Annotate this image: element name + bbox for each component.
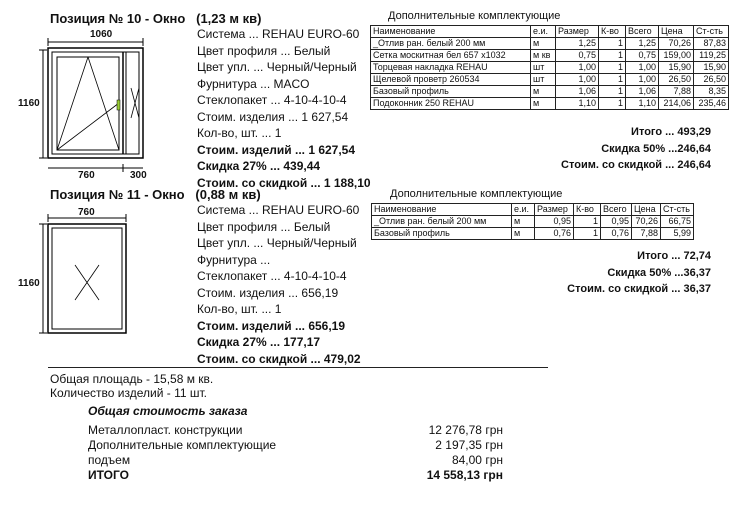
cell: 119,25 (694, 50, 729, 62)
cell: 15,90 (659, 62, 694, 74)
spec-line: Система ... REHAU EURO-60 (197, 203, 360, 217)
table-row (371, 74, 729, 86)
order-title: Общая стоимость заказа (88, 404, 248, 418)
cell: Сетка москитная бел 657 x1032 (371, 50, 531, 62)
col-header: Всего (601, 204, 632, 216)
cell: 1,25 (626, 38, 659, 50)
cell: 5,99 (661, 228, 694, 240)
cell: 1,10 (626, 98, 659, 110)
position-11-title: Позиция № 11 - Окно (0,88 м кв) (50, 187, 261, 202)
window-10-width-label: 1060 (90, 29, 113, 40)
window-11-width-label: 760 (78, 207, 95, 218)
position-10-acc-title: Дополнительные комплектующие (388, 10, 561, 22)
cell: Базовый профиль (371, 86, 531, 98)
order-values (427, 423, 503, 483)
cell: 1 (599, 86, 626, 98)
cell: 0,95 (535, 216, 574, 228)
table-row (372, 216, 694, 228)
spec-line: Кол-во, шт. ... 1 (197, 302, 282, 316)
total-line: Итого ... 72,74 (637, 250, 711, 262)
cell: 66,75 (661, 216, 694, 228)
cell: 1 (599, 50, 626, 62)
table-row (371, 50, 729, 62)
spec-line: Система ... REHAU EURO-60 (197, 27, 360, 41)
total-line: Скидка 50% ...36,37 (607, 266, 711, 279)
spec-line: Фурнитура ... MACO (197, 76, 310, 91)
spec-line: Цвет упл. ... Черный/Черный (197, 236, 357, 250)
cell: 1,00 (626, 62, 659, 74)
cell: 1 (574, 228, 601, 240)
spec-line: Кол-во, шт. ... 1 (197, 126, 282, 140)
col-header: Размер (556, 26, 599, 38)
spec-line-bold: Стоим. со скидкой ... 479,02 (197, 351, 361, 366)
col-header: Цена (659, 26, 694, 38)
cell: 1 (599, 98, 626, 110)
spec-line: Стеклопакет ... 4-10-4-10-4 (197, 269, 347, 283)
summary-divider (48, 367, 548, 368)
cell: 159,00 (659, 50, 694, 62)
col-header: Цена (632, 204, 661, 216)
cell: _Отлив ран. белый 200 мм (371, 38, 531, 50)
spec-line: Цвет профиля ... Белый (197, 43, 331, 58)
order-row-value: 84,00 грн (451, 453, 503, 467)
col-header: Ст-сть (694, 26, 729, 38)
col-header: Всего (626, 26, 659, 38)
cell: 1 (574, 216, 601, 228)
cell: 15,90 (694, 62, 729, 74)
spec-line: Стоим. изделия ... 1 627,54 (197, 109, 349, 124)
spec-line-bold: Скидка 27% ... 177,17 (197, 335, 321, 349)
cell: 1,25 (556, 38, 599, 50)
order-total-value: 14 558,13 грн (426, 468, 503, 482)
total-count: Количество изделий - 11 шт. (50, 386, 207, 400)
order-row-value: 2 197,35 грн (435, 438, 503, 452)
cell: 1 (599, 62, 626, 74)
cell: м (531, 86, 556, 98)
order-row-label: Металлопласт. конструкции (88, 423, 243, 437)
cell: 8,35 (694, 86, 729, 98)
cell: Базовый профиль (372, 228, 512, 240)
total-area: Общая площадь - 15,58 м кв. (50, 372, 214, 386)
table-row (372, 228, 694, 240)
cell: 1,06 (626, 86, 659, 98)
position-10-acc-table (370, 25, 729, 110)
cell: 87,83 (694, 38, 729, 50)
order-labels (88, 423, 276, 483)
total-line: Итого ... 493,29 (631, 126, 711, 138)
total-line: Скидка 50% ...246,64 (601, 142, 711, 155)
col-header: Наименование (371, 26, 531, 38)
cell: 0,76 (535, 228, 574, 240)
cell: 7,88 (659, 86, 694, 98)
window-11-height-label: 1160 (18, 278, 40, 289)
cell: м (531, 38, 556, 50)
cell: 1,00 (556, 62, 599, 74)
position-11-acc-table (371, 203, 694, 240)
cell: 0,75 (626, 50, 659, 62)
position-11-acc-title: Дополнительные комплектующие (390, 188, 563, 200)
col-header: Наименование (372, 204, 512, 216)
cell: 70,26 (632, 216, 661, 228)
col-header: К-во (574, 204, 601, 216)
position-10-specs (197, 26, 371, 191)
cell: _Отлив ран. белый 200 мм (372, 216, 512, 228)
col-header: Размер (535, 204, 574, 216)
total-line: Стоим. со скидкой ... 36,37 (567, 283, 711, 295)
cell: 214,06 (659, 98, 694, 110)
cell: 0,76 (601, 228, 632, 240)
col-header: е.и. (512, 204, 535, 216)
order-total-label: ИТОГО (88, 468, 129, 482)
table-row (371, 98, 729, 110)
window-10-sash-left-label: 760 (78, 170, 95, 181)
cell: м (512, 228, 535, 240)
position-10-totals (561, 124, 711, 174)
cell: 1 (599, 38, 626, 50)
spec-line-bold: Стоим. изделий ... 1 627,54 (197, 142, 356, 157)
cell: 1,10 (556, 98, 599, 110)
cell: 26,50 (694, 74, 729, 86)
order-row-value: 12 276,78 грн (428, 423, 503, 437)
cell: 26,50 (659, 74, 694, 86)
spec-line: Цвет профиля ... Белый (197, 219, 331, 234)
position-11-totals (567, 248, 711, 298)
order-row-label: подъем (88, 453, 131, 467)
cell: 1 (599, 74, 626, 86)
spec-line-bold: Скидка 27% ... 439,44 (197, 159, 321, 173)
table-row (371, 62, 729, 74)
window-10-height-label: 1160 (18, 98, 40, 109)
spec-line: Цвет упл. ... Черный/Черный (197, 60, 357, 74)
cell: 0,75 (556, 50, 599, 62)
table-row (371, 38, 729, 50)
cell: шт (531, 74, 556, 86)
table-header-row (372, 204, 694, 216)
spec-line: Стоим. изделия ... 656,19 (197, 285, 339, 300)
cell: 0,95 (601, 216, 632, 228)
cell: Торцевая накладка REHAU (371, 62, 531, 74)
order-row-label: Дополнительные комплектующие (88, 438, 277, 452)
spec-line: Фурнитура ... (197, 252, 271, 267)
cell: Щелевой проветр 260534 (371, 74, 531, 86)
cell: м кв (531, 50, 556, 62)
spec-line: Стеклопакет ... 4-10-4-10-4 (197, 93, 347, 107)
cell: 70,26 (659, 38, 694, 50)
cell: Подоконник 250 REHAU (371, 98, 531, 110)
cell: 1,06 (556, 86, 599, 98)
cell: 1,00 (556, 74, 599, 86)
spec-line-bold: Стоим. изделий ... 656,19 (197, 318, 346, 333)
position-11-specs (197, 202, 361, 367)
cell: 235,46 (694, 98, 729, 110)
summary-block (50, 372, 213, 400)
table-header-row (371, 26, 729, 38)
table-row (371, 86, 729, 98)
cell: 7,88 (632, 228, 661, 240)
position-10-title: Позиция № 10 - Окно (1,23 м кв) (50, 11, 262, 26)
col-header: Ст-сть (661, 204, 694, 216)
cell: шт (531, 62, 556, 74)
spec-line-bold: Стоим. со скидкой ... 1 188,10 (197, 175, 371, 190)
cell: м (531, 98, 556, 110)
col-header: е.и. (531, 26, 556, 38)
window-10-sash-right-label: 300 (130, 170, 147, 181)
cell: м (512, 216, 535, 228)
cell: 1,00 (626, 74, 659, 86)
col-header: К-во (599, 26, 626, 38)
total-line: Стоим. со скидкой ... 246,64 (561, 159, 711, 171)
